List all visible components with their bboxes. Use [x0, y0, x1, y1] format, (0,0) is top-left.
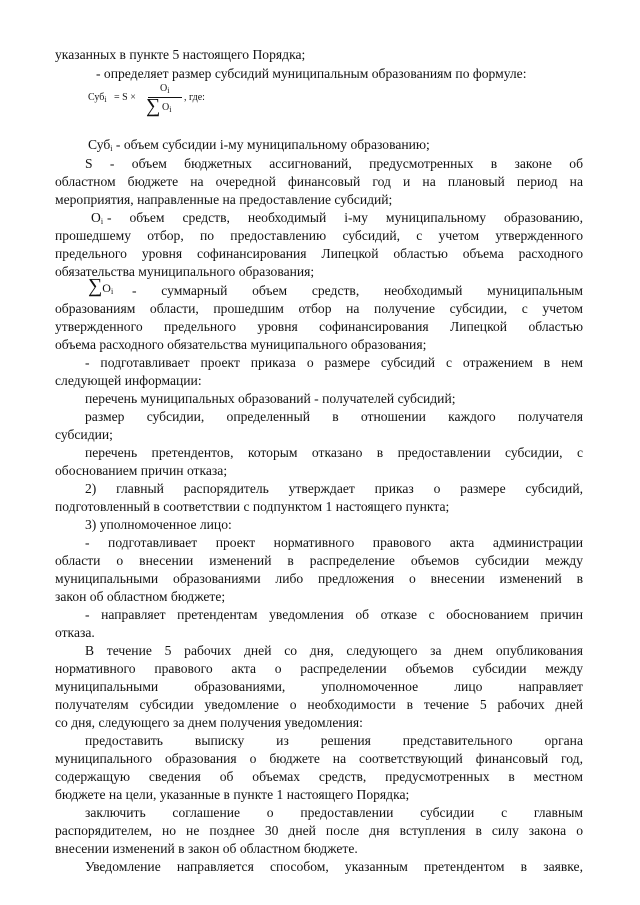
text-line: распорядителем, но не позднее 30 дней после дня вступления в силу закона о	[55, 823, 583, 838]
text-line: получателям субсидии уведомление о необходимости в течение 5 рабочих дней	[55, 697, 583, 712]
formula-numerator-index: i	[167, 86, 170, 95]
text-line: субсидии;	[55, 427, 113, 442]
text-line: закон об областном бюджете;	[55, 589, 226, 604]
text-line: нормативного правового акта о распределении объемов субсидии между	[55, 661, 583, 676]
text-line: - объем средств, необходимый i-му муниципальному образованию,	[107, 210, 583, 225]
text-line: - подготавливает проект приказа о размере субсидий с отражением в нем	[85, 355, 583, 370]
formula-denominator-index: i	[169, 105, 172, 114]
text-line: подготовленный в соответствии с подпунктом 1 настоящего пункта;	[55, 499, 450, 514]
text-line: - подготавливает проект нормативного правового акта администрации	[85, 535, 583, 550]
symbol-sigma: ∑	[88, 275, 103, 297]
symbol-sub: Суб	[88, 137, 111, 152]
text-line: муниципальными образованиями, уполномоченное лицо направляет	[55, 679, 583, 694]
text-line: размер субсидии, определенный в отношении каждого получателя	[85, 409, 583, 424]
text-line: - направляет претендентам уведомления об отказе с обоснованием причин	[85, 607, 583, 622]
text-line: обязательства муниципального образования;	[55, 264, 315, 279]
text-line: перечень претендентов, которым отказано в предоставлении субсидии, с	[85, 445, 583, 460]
formula-sigma: ∑	[146, 95, 161, 117]
text-line: следующей информации:	[55, 373, 202, 388]
formula-eq: = S ×	[114, 92, 136, 103]
symbol-sigma-o: O	[102, 281, 111, 295]
text-line: предоставить выписку из решения представительного органа	[85, 733, 583, 748]
text-line: предельного уровня софинансирования Липецкой областью объема расходного	[55, 246, 583, 261]
text-line: заключить соглашение о предоставлении субсидии с главным	[85, 805, 583, 820]
formula-numerator: O	[160, 83, 168, 94]
text-line: области о внесении изменений в распределение объемов субсидии между	[55, 553, 583, 568]
formula-lhs-index: i	[104, 95, 107, 104]
text-line: со дня, следующего за днем получения уведомления:	[55, 715, 363, 730]
text-line: - суммарный объем средств, необходимый муниципальным	[132, 283, 583, 298]
text-line: утвержденного предельного уровня софинансирования Липецкой областью	[55, 319, 583, 334]
text-line: бюджете на цели, указанные в пункте 1 настоящего Порядка;	[55, 787, 410, 802]
text-line: областном бюджете на очередной финансовый год и на плановый период на	[55, 174, 583, 189]
text-line: перечень муниципальных образований - получателей субсидий;	[85, 391, 456, 406]
symbol-o: O	[91, 210, 101, 225]
text-line: мероприятия, направленные на предоставление субсидий;	[55, 192, 393, 207]
formula-denominator: O	[162, 102, 170, 113]
formula-lhs: Суб	[88, 92, 105, 103]
text-line: прошедшему отбор, по предоставлению субсидий, с учетом утвержденного	[55, 228, 583, 243]
text-line: содержащую сведения об объемах средств, предусмотренных в местном	[55, 769, 583, 784]
symbol-sigma-index: i	[110, 287, 114, 296]
text-line: образованиям области, прошедшим отбор на получение субсидии, с учетом	[55, 301, 583, 316]
text-line: отказа.	[55, 625, 95, 640]
text-line: муниципальными образованиями либо предложения о внесении изменений в	[55, 571, 583, 586]
text-line: 2) главный распорядитель утверждает приказ о размере субсидий,	[85, 481, 583, 496]
text-line: Уведомление направляется способом, указанным претендентом в заявке,	[85, 859, 583, 874]
text-line: - определяет размер субсидий муниципальным образованиям по формуле:	[96, 66, 527, 81]
text-line: 3) уполномоченное лицо:	[85, 517, 232, 532]
formula-tail: , где:	[184, 92, 205, 103]
text-line: объема расходного обязательства муниципального образования;	[55, 337, 427, 352]
text-line: обоснованием причин отказа;	[55, 463, 228, 478]
symbol-o-index: i	[100, 217, 104, 226]
text-line: - объем субсидии i-му муниципальному образованию;	[115, 137, 430, 152]
text-line: муниципального образования о бюджете на соответствующий финансовый год,	[55, 751, 583, 766]
symbol-sub-index: i	[110, 144, 113, 153]
subsidy-formula	[88, 82, 228, 118]
text-line: S - объем бюджетных ассигнований, предусмотренных в законе об	[85, 156, 583, 171]
text-line: указанных в пункте 5 настоящего Порядка;	[55, 47, 306, 62]
text-line: внесении изменений в закон об областном бюджете.	[55, 841, 358, 856]
text-line: В течение 5 рабочих дней со дня, следующего за днем опубликования	[85, 643, 583, 658]
